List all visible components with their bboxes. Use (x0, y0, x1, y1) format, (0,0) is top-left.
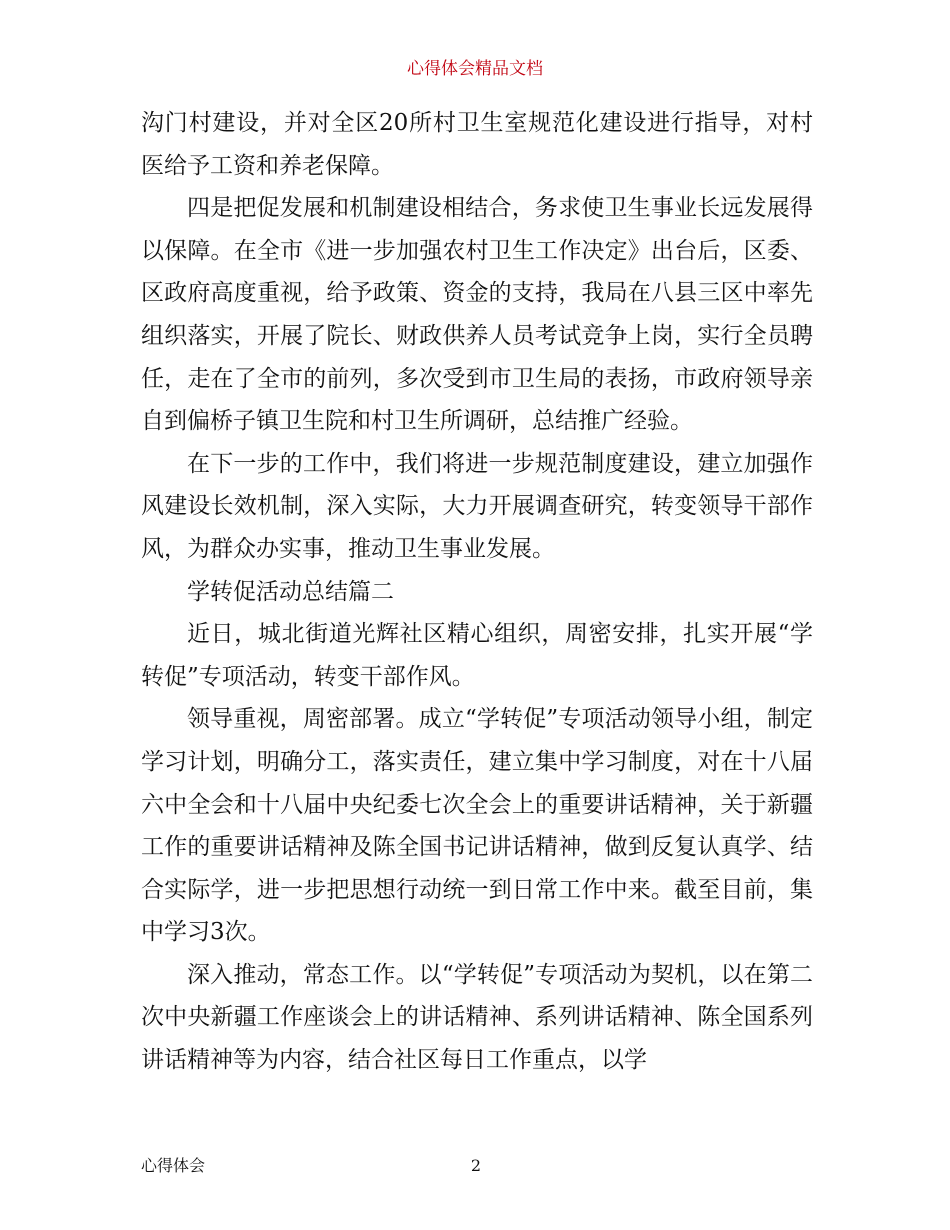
paragraph: 四是把促发展和机制建设相结合，务求使卫生事业长远发展得以保障。在全市《进一步加强农村卫生工作决定》出台后，区委、区政府高度重视，给予政策、资金的支持，我局在八县三区中率先组织落实，开展了院长、财政供养人员考试竞争上岗，实行全员聘任，走在了全市的前列，多次受到市卫生局的表扬，市政府领导亲自到偏桥子镇卫生院和村卫生所调研，总结推广经验。 (141, 195, 813, 435)
paragraph: 近日，城北街道光辉社区精心组织，周密安排，扎实开展“学转促”专项活动，转变干部作风。 (141, 621, 813, 690)
document-body (141, 102, 813, 1082)
page-number: 2 (470, 1156, 482, 1175)
paragraph: 在下一步的工作中，我们将进一步规范制度建设，建立加强作风建设长效机制，深入实际，大力开展调查研究，转变领导干部作风，为群众办实事，推动卫生事业发展。 (141, 450, 813, 562)
paragraph: 领导重视，周密部署。成立“学转促”专项活动领导小组，制定学习计划，明确分工，落实责任，建立集中学习制度，对在十八届六中全会和十八届中央纪委七次全会上的重要讲话精神，关于新疆工作的重要讲话精神及陈全国书记讲话精神，做到反复认真学、结合实际学，进一步把思想行动统一到日常工作中来。截至目前，集中学习3次。 (141, 706, 813, 946)
footer-label: 心得体会 (141, 1156, 206, 1175)
page-header-title: 心得体会精品文档 (407, 59, 543, 79)
section-heading: 学转促活动总结篇二 (187, 578, 394, 605)
paragraph: 沟门村建设，并对全区20所村卫生室规范化建设进行指导，对村医给予工资和养老保障。 (141, 110, 813, 179)
paragraph: 深入推动，常态工作。以“学转促”专项活动为契机，以在第二次中央新疆工作座谈会上的讲话精神、系列讲话精神、陈全国系列讲话精神等为内容，结合社区每日工作重点，以学 (141, 961, 813, 1074)
